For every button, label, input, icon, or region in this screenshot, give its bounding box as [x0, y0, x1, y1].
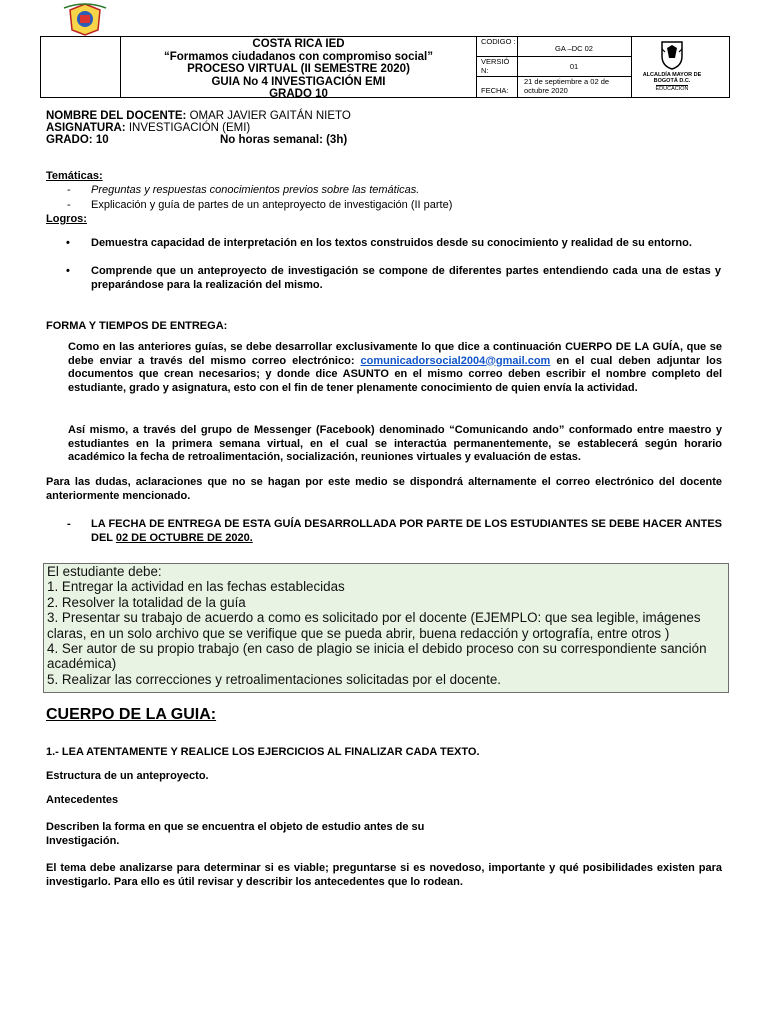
subject-label: ASIGNATURA: [46, 122, 126, 134]
grade-name: GRADO 10 [269, 88, 328, 100]
requirement-item: 5. Realizar las correcciones y retroalimentaciones solicitadas por el docente. [47, 671, 502, 687]
logros-title: Logros: [46, 213, 87, 225]
codigo-value: GA –DC 02 [555, 44, 593, 53]
hours-line: No horas semanal: (3h) [220, 134, 348, 146]
teacher-line [46, 110, 351, 123]
entrega-paragraph-1 [68, 341, 722, 395]
version-value: 01 [569, 62, 579, 71]
estructura-label: Estructura de un anteproyecto. [46, 770, 209, 782]
cuerpo-heading: CUERPO DE LA GUIA: [46, 706, 217, 723]
tematicas-title: Temáticas: [46, 170, 103, 182]
entrega-title: FORMA Y TIEMPOS DE ENTREGA: [46, 320, 228, 332]
guide-name: GUIA No 4 INVESTIGACIÓN EMI [211, 75, 386, 88]
school-name: COSTA RICA IED [252, 38, 345, 50]
teacher-value: OMAR JAVIER GAITÁN NIETO [189, 110, 351, 122]
tematicas-dash-2: - [67, 199, 71, 211]
describen-text: Describen la forma en que se encuentra el objeto de estudio antes de su Investigación. [46, 821, 425, 847]
email-link[interactable]: comunicadorsocial2004@gmail.com [360, 354, 551, 367]
entrega-p1-d: en el cual deben adjuntar los documentos que crean necesarios; y donde dice ASUNTO en el mismo correo deben escribir el nombre completo del estudiante, grado y asignatura, esto con el fin de tener plenamente conocimiento de quien envía la actividad. [68, 354, 722, 394]
subject-line [46, 122, 250, 135]
antecedentes-label: Antecedentes [46, 794, 119, 806]
school-motto: “Formamos ciudadanos con compromiso social” [163, 50, 434, 63]
deadline-text [91, 518, 722, 545]
entrega-paragraph-2: Así mismo, a través del grupo de Messenger (Facebook) denominado “Comunicando ando” conformado entre maestro y estudiantes en la primera semana virtual, en el cual se interactúa permanentemente, se establecerá según horario académico la fecha de retroalimentación, socialización, reuniones virtuales y evaluación de estas. [68, 424, 722, 463]
grade-line: GRADO: 10 [46, 134, 109, 146]
requirement-item: 2. Resolver la totalidad de la guía [47, 594, 246, 610]
cuerpo-instruction: 1.- LEA ATENTAMENTE Y REALICE LOS EJERCICIOS AL FINALIZAR CADA TEXTO. [46, 746, 480, 758]
educacion-text: EDUCACIÓN [655, 86, 689, 92]
deadline-b: 02 DE OCTUBRE DE 2020. [115, 531, 253, 544]
school-logo [60, 2, 110, 36]
logros-item-1: Demuestra capacidad de interpretación en los textos construidos desde su conocimiento y realidad de su entorno. [91, 237, 692, 249]
deadline-dash: - [67, 518, 71, 530]
requirements-title: El estudiante debe: [47, 564, 162, 579]
tematicas-dash-1: - [67, 184, 71, 196]
tema-text: El tema debe analizarse para determinar si es viable; preguntarse si es novedoso, importante y qué posibilidades existen para investigarlo. Para ello es útil revisar y describir los antecedentes que lo rodean. [46, 862, 722, 888]
subject-value: INVESTIGACIÓN (EMI) [128, 122, 251, 134]
deadline-a: LA FECHA DE ENTREGA DE ESTA GUÍA DESARROLLADA POR PARTE DE LOS ESTUDIANTES SE DEBE HACER ANTES DEL [91, 518, 722, 544]
alcaldia-logo [642, 40, 702, 92]
codigo-label: CODIGO : [481, 37, 516, 46]
fecha-label: FECHA: [481, 86, 509, 95]
logros-bullet-2: • [66, 265, 70, 277]
requirements-box [43, 563, 729, 693]
teacher-label: NOMBRE DEL DOCENTE: [46, 110, 187, 122]
tematicas-item-2: Explicación y guía de partes de un anteproyecto de investigación (II parte) [91, 199, 453, 211]
fecha-value: 21 de septiembre a 02 de octubre 2020 [524, 77, 610, 95]
entrega-paragraph-3: Para las dudas, aclaraciones que no se hagan por este medio se dispondrá alternamente el correo electrónico del docente anteriormente mencionado. [46, 476, 722, 502]
header-title-block [120, 36, 477, 98]
logros-bullet-1: • [66, 237, 70, 249]
process-name: PROCESO VIRTUAL (II SEMESTRE 2020) [187, 63, 410, 75]
requirement-item: 1. Entregar la actividad en las fechas establecidas [47, 579, 345, 595]
entrega-p1-c: , que se debe enviar a través del mismo correo electrónico: [68, 341, 722, 367]
requirement-item: 4. Ser autor de su propio trabajo (en caso de plagio se inicia el debido proceso con su correspondiente sanción académica) [47, 641, 707, 672]
bogota-shield-icon [659, 40, 685, 70]
tematicas-item-1: Preguntas y respuestas conocimientos previos sobre las temáticas. [91, 184, 420, 196]
entrega-p1-a: Como en las anteriores guías, se debe desarrollar exclusivamente lo que dice a continuación [68, 341, 562, 353]
version-label: VERSIÓ N: [481, 57, 510, 75]
entrega-p1-b: CUERPO DE LA GUÍA [565, 341, 680, 353]
alcaldia-text: ALCALDÍA MAYOR DE BOGOTÁ D.C. [642, 72, 702, 84]
requirement-item: 3. Presentar su trabajo de acuerdo a como es solicitado por el docente (EJEMPLO: que sea legible, imágenes claras, en un solo archivo que se verifique que se pueda abrir, buena redacción y ortografía, entre otros ) [47, 610, 701, 641]
header-meta-cells [477, 36, 632, 98]
logros-item-2: Comprende que un anteproyecto de investigación se compone de diferentes partes entendiendo cada una de estas y preparándose para la realización del mismo. [91, 265, 721, 291]
